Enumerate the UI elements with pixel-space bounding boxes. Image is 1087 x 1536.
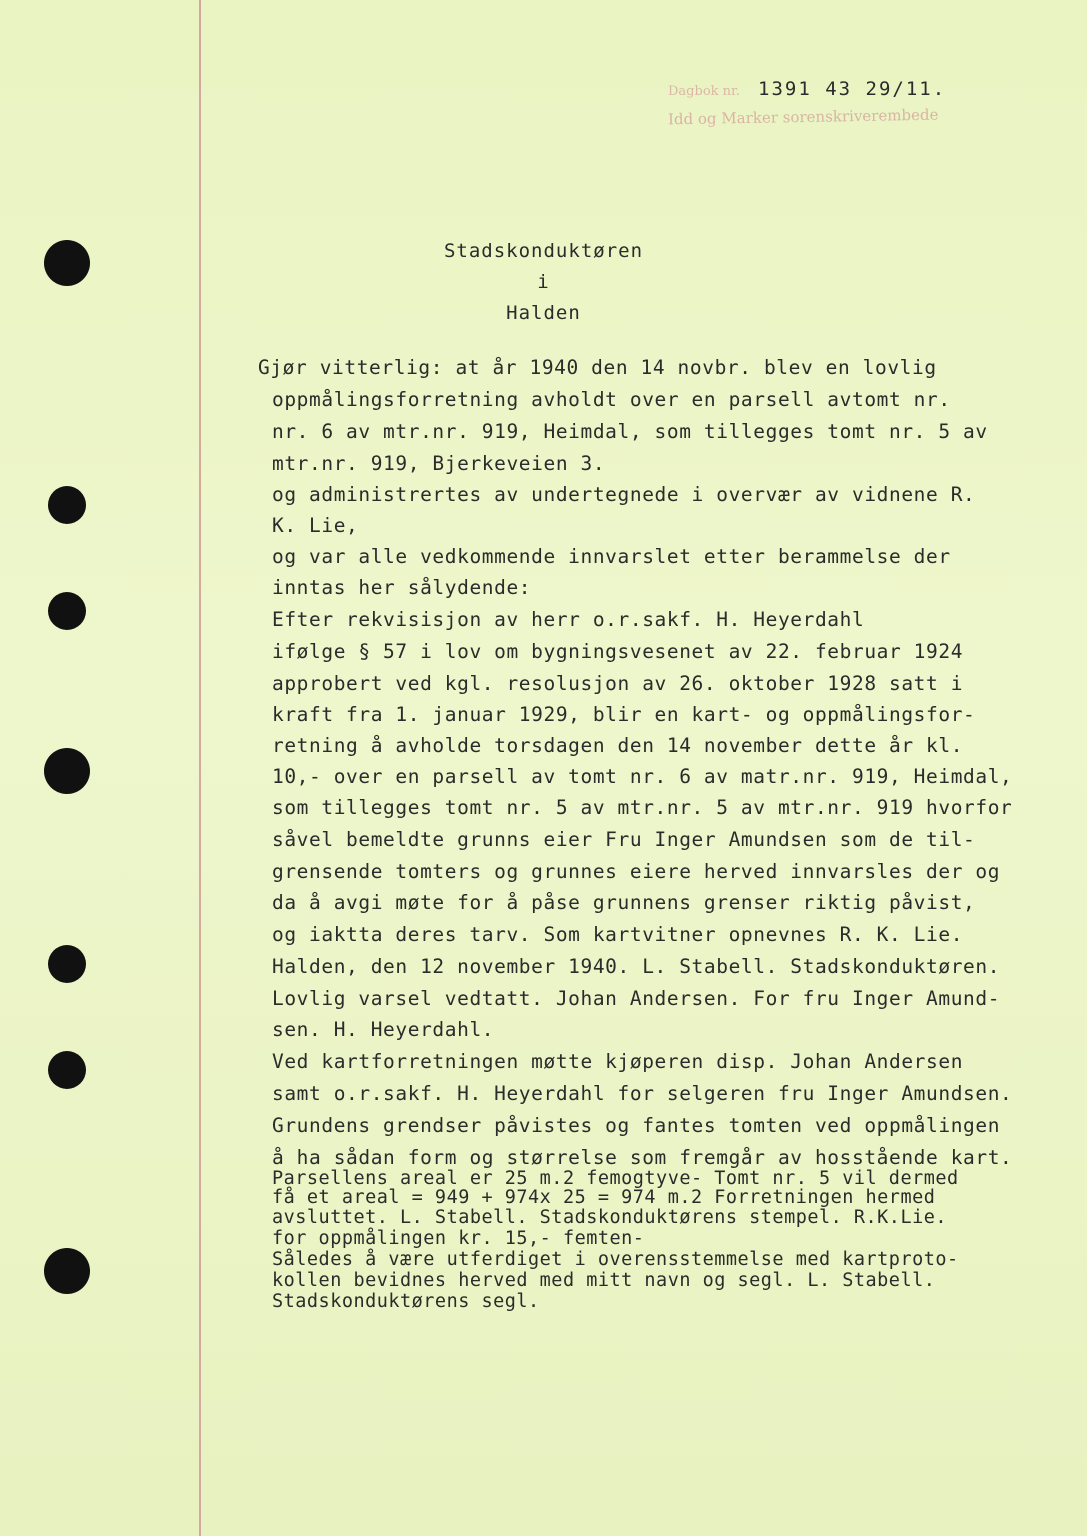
- body-line: for oppmålingen kr. 15,- femten-: [272, 1228, 645, 1249]
- body-line: og var alle vedkommende innvarslet etter berammelse der: [272, 545, 951, 568]
- punch-hole: [44, 1248, 90, 1294]
- title-line1: Stadskonduktøren: [443, 240, 644, 262]
- body-line: nr. 6 av mtr.nr. 919, Heimdal, som tillegges tomt nr. 5 av: [272, 420, 988, 443]
- body-line: såvel bemeldte grunns eier Fru Inger Amundsen som de til-: [272, 828, 976, 851]
- body-line: få et areal = 949 + 974x 25 = 974 m.2 Forretningen hermed: [272, 1187, 936, 1208]
- body-line: å ha sådan form og størrelse som fremgår av hosstående kart.: [272, 1146, 1013, 1169]
- body-line: og administrertes av undertegnede i overvær av vidnene R.: [272, 483, 976, 506]
- punch-hole: [48, 592, 86, 630]
- title-line2: i: [537, 271, 550, 293]
- body-line: oppmålingsforretning avholdt over en parsell avtomt nr.: [272, 388, 951, 411]
- body-line: avsluttet. L. Stabell. Stadskonduktørens stempel. R.K.Lie.: [272, 1207, 948, 1228]
- body-line: Grundens grendser påvistes og fantes tomten ved oppmålingen: [272, 1114, 1001, 1137]
- body-line: kraft fra 1. januar 1929, blir en kart- og oppmålingsfor-: [272, 703, 976, 726]
- body-line: grensende tomters og grunnes eiere herved innvarsles der og: [272, 860, 1001, 883]
- body-line: Stadskonduktørens segl.: [272, 1291, 540, 1312]
- punch-hole: [48, 1051, 86, 1089]
- body-line: inntas her sålydende:: [272, 576, 532, 599]
- body-line: approbert ved kgl. resolusjon av 26. oktober 1928 satt i: [272, 672, 964, 695]
- body-line: som tillegges tomt nr. 5 av mtr.nr. 5 av mtr.nr. 919 hvorfor: [272, 796, 1013, 819]
- body-line: samt o.r.sakf. H. Heyerdahl for selgeren fru Inger Amundsen.: [272, 1082, 1013, 1105]
- punch-hole: [48, 486, 86, 524]
- body-line: Således å være utferdiget i overensstemmelse med kartproto-: [272, 1249, 959, 1270]
- body-line: Gjør vitterlig: at år 1940 den 14 novbr. blev en lovlig: [258, 356, 937, 379]
- body-line: Efter rekvisisjon av herr o.r.sakf. H. Heyerdahl: [272, 608, 865, 631]
- title-line3: Halden: [506, 302, 581, 324]
- body-line: K. Lie,: [272, 514, 359, 537]
- body-line: Lovlig varsel vedtatt. Johan Andersen. For fru Inger Amund-: [272, 987, 1001, 1010]
- body-line: Ved kartforretningen møtte kjøperen disp. Johan Andersen: [272, 1050, 964, 1073]
- body-line: mtr.nr. 919, Bjerkeveien 3.: [272, 452, 606, 475]
- body-line: kollen bevidnes herved med mitt navn og segl. L. Stabell.: [272, 1270, 936, 1291]
- body-line: da å avgi møte for å påse grunnens grenser riktig påvist,: [272, 891, 976, 914]
- registry-stamp-line2: Idd og Marker sorenskriverembede: [667, 105, 939, 129]
- punch-hole: [48, 945, 86, 983]
- body-line: ifølge § 57 i lov om bygningsvesenet av 22. februar 1924: [272, 640, 964, 663]
- punch-hole: [44, 748, 90, 794]
- registry-stamp-line1: Dagbok nr.: [668, 84, 740, 99]
- body-line: 10,- over en parsell av tomt nr. 6 av matr.nr. 919, Heimdal,: [272, 765, 1013, 788]
- body-line: retning å avholde torsdagen den 14 november dette år kl.: [272, 734, 964, 757]
- body-line: sen. H. Heyerdahl.: [272, 1018, 495, 1041]
- registry-reference: 1391 43 29/11.: [758, 78, 947, 100]
- margin-rule: [199, 0, 201, 1536]
- body-line: Halden, den 12 november 1940. L. Stabell. Stadskonduktøren.: [272, 955, 1001, 978]
- body-line: Parsellens areal er 25 m.2 femogtyve- Tomt nr. 5 vil dermed: [272, 1168, 959, 1189]
- body-line: og iaktta deres tarv. Som kartvitner opnevnes R. K. Lie.: [272, 923, 964, 946]
